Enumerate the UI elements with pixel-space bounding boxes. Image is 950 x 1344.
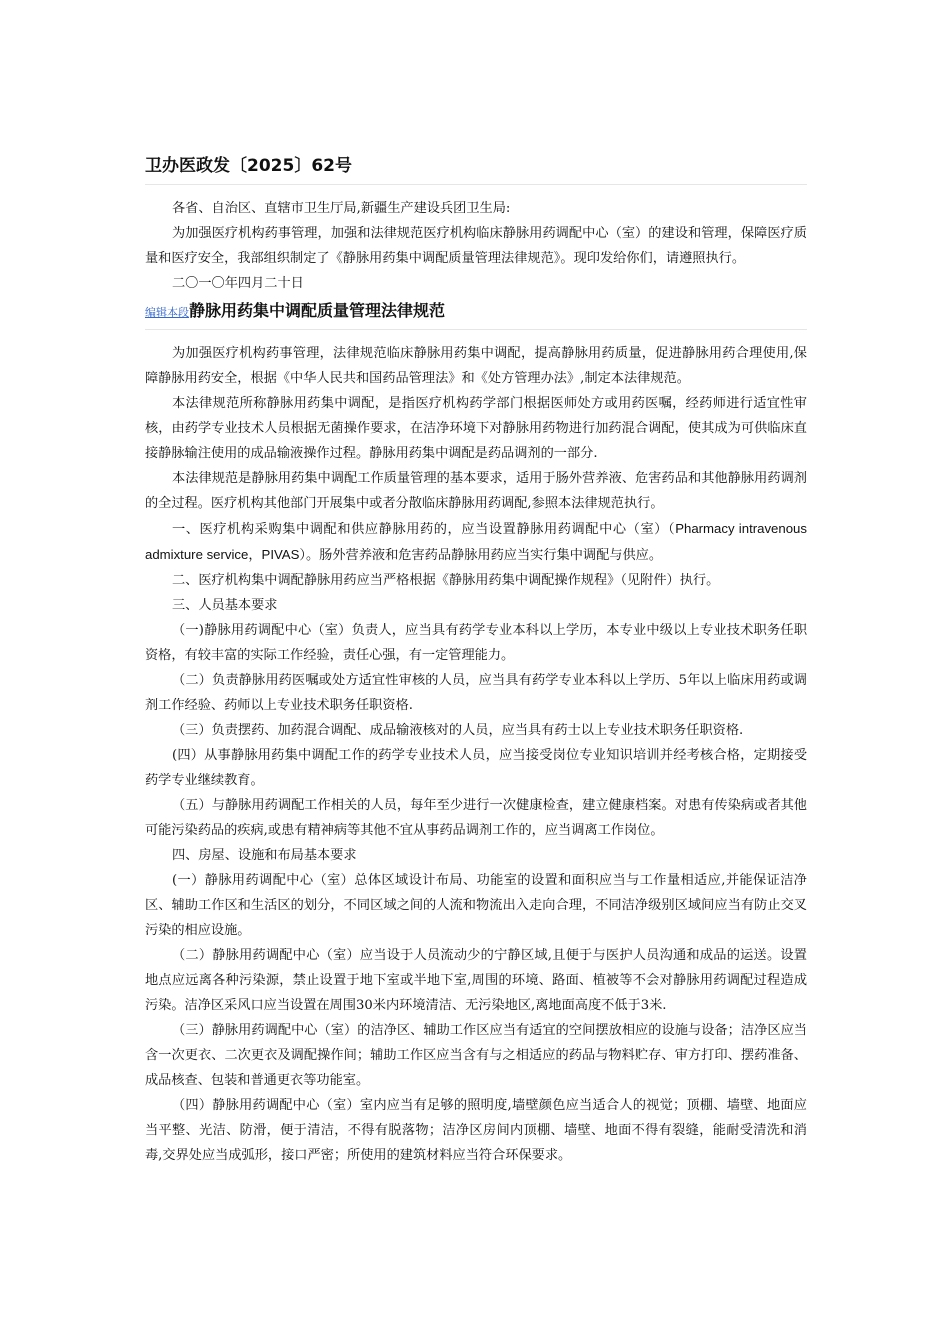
paragraph-staff-3: （三）负责摆药、加药混合调配、成品输液核对的人员，应当具有药士以上专业技术职务任职资格. — [172, 723, 744, 738]
paragraph-facility-2: （二）静脉用药调配中心（室）应当设于人员流动少的宁静区域,且便于与医护人员沟通和成品的运送。设置地点应远离各种污染源，禁止设置于地下室或半地下室,周围的环境、路面、植被等不会对静脉用药调配过程造成污染。洁净区采风口应当设置在周围30米内环境清洁、无污染地区,离地面高度不低于3米. — [145, 948, 807, 1013]
paragraph-staff-2: （二）负责静脉用药医嘱或处方适宜性审核的人员，应当具有药学专业本科以上学历、5年以上临床用药或调剂工作经验、药师以上专业技术职务任职资格. — [145, 673, 807, 713]
notice-salutation: 各省、自治区、直辖市卫生厅局,新疆生产建设兵团卫生局: — [172, 201, 511, 216]
document-number: 卫办医政发〔2025〕62号 — [145, 152, 807, 185]
paragraph-facility-1: (一）静脉用药调配中心（室）总体区域设计布局、功能室的设置和面积应当与工作量相适应,并能保证洁净区、辅助工作区和生活区的划分，不同区域之间的人流和物流出入走向合理，不同洁净级别区域间应当有防止交叉污染的相应设施。 — [145, 873, 807, 938]
paragraph-purpose: 为加强医疗机构药事管理，法律规范临床静脉用药集中调配，提高静脉用药质量，促进静脉用药合理使用,保障静脉用药安全，根据《中华人民共和国药品管理法》和《处方管理办法》,制定本法律规范。 — [145, 346, 807, 386]
pivas-text-before: 一、医疗机构采购集中调配和供应静脉用药的，应当设置静脉用药调配中心（室）（ — [172, 522, 676, 537]
notice-date: 二〇一〇年四月二十日 — [172, 276, 304, 291]
paragraph-pivas — [145, 516, 807, 568]
heading-staff-requirements: 三、人员基本要求 — [172, 598, 278, 613]
paragraph-procedure: 二、医疗机构集中调配静脉用药应当严格根据《静脉用药集中调配操作规程》（见附件）执行。 — [172, 573, 720, 588]
paragraph-staff-1: （一)静脉用药调配中心（室）负责人，应当具有药学专业本科以上学历，本专业中级以上专业技术职务任职资格，有较丰富的实际工作经验，责任心强，有一定管理能力。 — [145, 623, 807, 663]
paragraph-scope: 本法律规范是静脉用药集中调配工作质量管理的基本要求，适用于肠外营养液、危害药品和其他静脉用药调剂的全过程。医疗机构其他部门开展集中或者分散临床静脉用药调配,参照本法律规范执行。 — [145, 471, 807, 511]
edit-section-link[interactable]: 编辑本段 — [145, 306, 189, 319]
paragraph-staff-4: (四）从事静脉用药集中调配工作的药学专业技术人员，应当接受岗位专业知识培训并经考核合格，定期接受药学专业继续教育。 — [145, 748, 807, 788]
paragraph-facility-3: （三）静脉用药调配中心（室）的洁净区、辅助工作区应当有适宜的空间摆放相应的设施与设备；洁净区应当含一次更衣、二次更衣及调配操作间；辅助工作区应当含有与之相适应的药品与物料贮存、审方打印、摆药准备、成品核查、包装和普通更衣等功能室。 — [145, 1023, 807, 1088]
pivas-text-after: ）。肠外营养液和危害药品静脉用药应当实行集中调配与供应。 — [299, 548, 663, 563]
paragraph-staff-5: （五）与静脉用药调配工作相关的人员，每年至少进行一次健康检查，建立健康档案。对患有传染病或者其他可能污染药品的疾病,或患有精神病等其他不宜从事药品调剂工作的，应当调离工作岗位。 — [145, 798, 807, 838]
paragraph-definition: 本法律规范所称静脉用药集中调配，是指医疗机构药学部门根据医师处方或用药医嘱，经药师进行适宜性审核，由药学专业技术人员根据无菌操作要求，在洁净环境下对静脉用药物进行加药混合调配，使其成为可供临床直接静脉输注使用的成品输液操作过程。静脉用药集中调配是药品调剂的一部分. — [145, 396, 807, 461]
notice-body: 为加强医疗机构药事管理，加强和法律规范医疗机构临床静脉用药调配中心（室）的建设和管理，保障医疗质量和医疗安全，我部组织制定了《静脉用药集中调配质量管理法律规范》。现印发给你们，请遵照执行。 — [145, 226, 807, 266]
document-page — [145, 152, 807, 1168]
section-title: 静脉用药集中调配质量管理法律规范 — [189, 301, 446, 320]
section-heading — [145, 298, 807, 330]
paragraph-facility-4: （四）静脉用药调配中心（室）室内应当有足够的照明度,墙壁颜色应当适合人的视觉；顶棚、墙壁、地面应当平整、光洁、防滑，便于清洁，不得有脱落物；洁净区房间内顶棚、墙壁、地面不得有裂缝，能耐受清洗和消毒,交界处应当成弧形，接口严密；所使用的建筑材料应当符合环保要求。 — [145, 1098, 807, 1163]
pivas-english-term: Pharmacy intravenous admixture service，PIVAS — [145, 521, 807, 562]
heading-facility-requirements: 四、房屋、设施和布局基本要求 — [172, 848, 357, 863]
